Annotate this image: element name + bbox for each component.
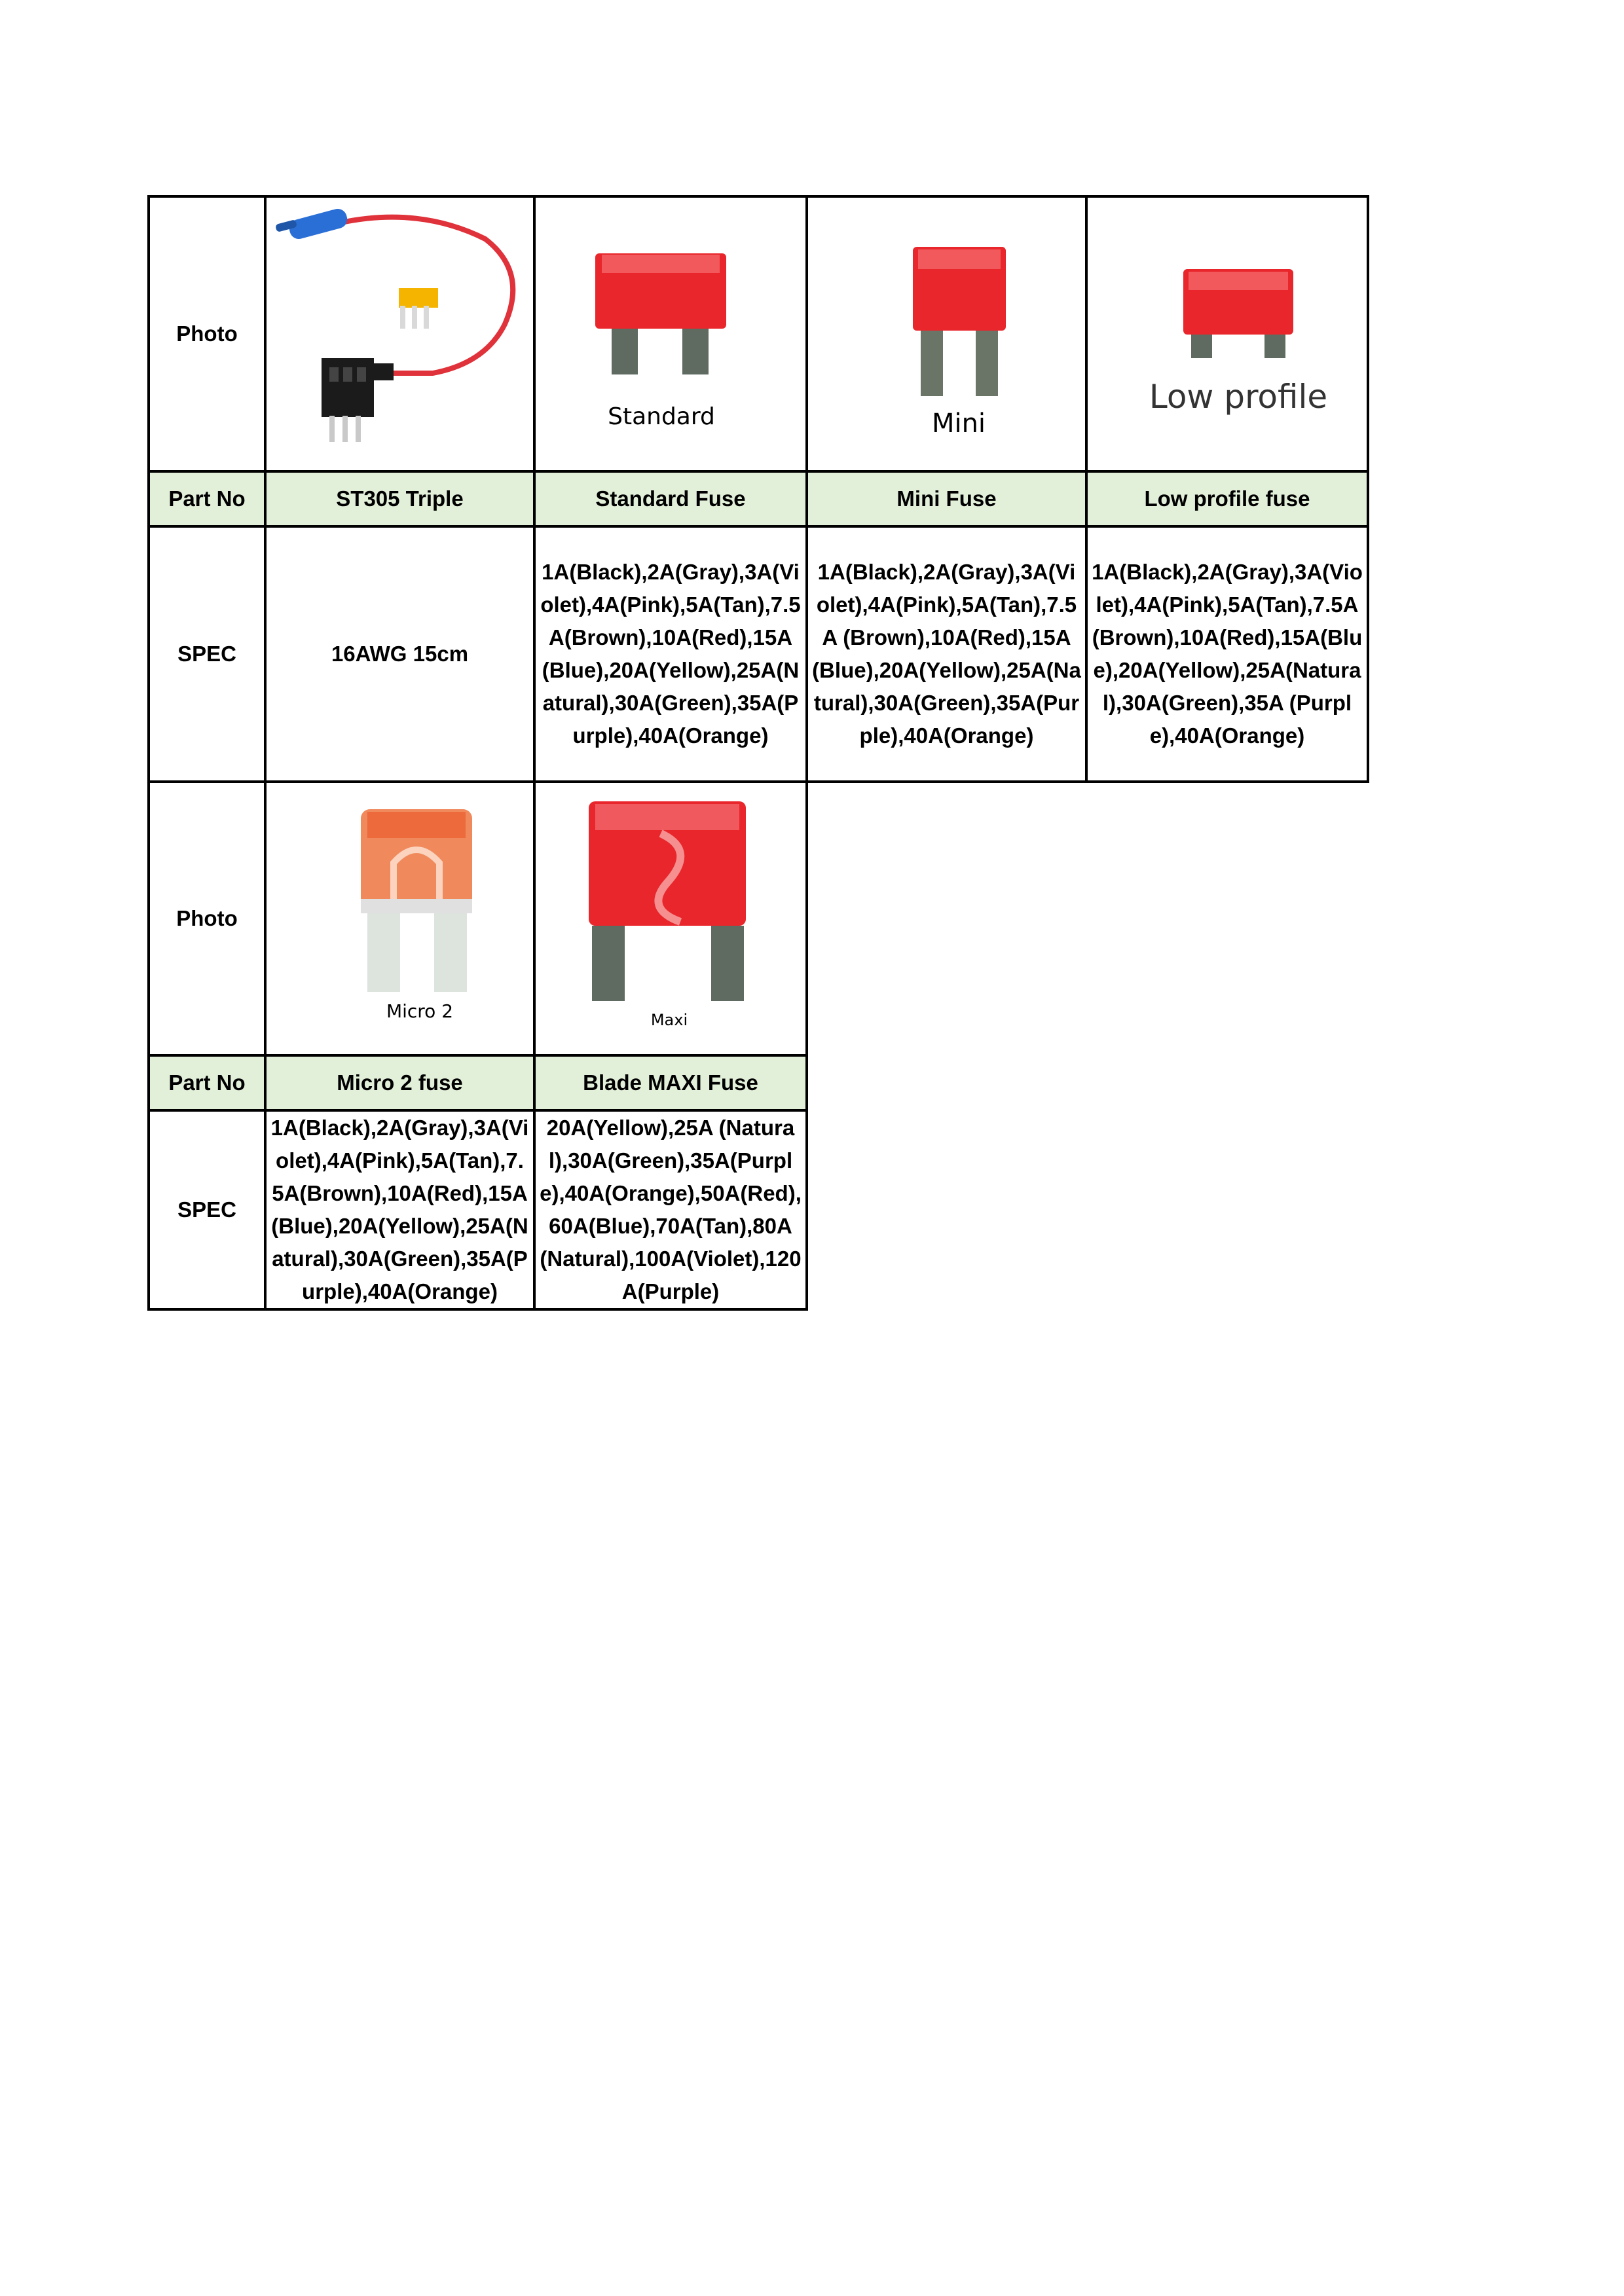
spec-mini: 1A(Black),2A(Gray),3A(Violet),4A(Pink),5A(Tan),7.5A (Brown),10A(Red),15A(Blue),20A(Yellow),25A(Natural),30A(Green),35A(Purple),40A(Orange)	[807, 526, 1086, 782]
mini-fuse-image	[816, 200, 1078, 468]
row-label-part-no-2: Part No	[149, 1055, 265, 1110]
row-label-photo-2: Photo	[149, 782, 265, 1055]
row-label-spec-2: SPEC	[149, 1110, 265, 1309]
part-name-st305: ST305 Triple	[265, 471, 534, 526]
low-profile-caption: Low profile	[1149, 378, 1328, 416]
photo-mini-fuse	[807, 196, 1086, 471]
photo-standard-fuse	[534, 196, 807, 471]
photo-st305-triple	[265, 196, 534, 471]
spec-st305: 16AWG 15cm	[265, 526, 534, 782]
part-name-maxi: Blade MAXI Fuse	[534, 1055, 807, 1110]
part-name-standard: Standard Fuse	[534, 471, 807, 526]
empty-area	[807, 782, 1368, 1309]
standard-caption: Standard	[608, 403, 715, 430]
mini-caption: Mini	[931, 409, 986, 439]
photo-maxi-fuse	[534, 782, 807, 1055]
row-label-photo: Photo	[149, 196, 265, 471]
part-name-mini: Mini Fuse	[807, 471, 1086, 526]
photo-low-profile-fuse	[1086, 196, 1368, 471]
low-profile-fuse-image	[1093, 200, 1361, 468]
maxi-caption: Maxi	[650, 1011, 688, 1029]
st305-triple-image	[269, 200, 531, 468]
part-name-micro2: Micro 2 fuse	[265, 1055, 534, 1110]
spec-micro2: 1A(Black),2A(Gray),3A(Violet),4A(Pink),5A(Tan),7.5A(Brown),10A(Red),15A(Blue),20A(Yellow),25A(Natural),30A(Green),35A(Purple),40A(Orange)	[265, 1110, 534, 1309]
spec-maxi: 20A(Yellow),25A (Natural),30A(Green),35A(Purple),40A(Orange),50A(Red),60A(Blue),70A(Tan),80A(Natural),100A(Violet),120A(Purple)	[534, 1110, 807, 1309]
fuse-spec-table	[147, 195, 1369, 1311]
spec-low-profile: 1A(Black),2A(Gray),3A(Violet),4A(Pink),5A(Tan),7.5A (Brown),10A(Red),15A(Blue),20A(Yellow),25A(Natural),30A(Green),35A (Purple),40A(Orange)	[1086, 526, 1368, 782]
micro2-fuse-image	[269, 784, 531, 1053]
row-label-part-no: Part No	[149, 471, 265, 526]
photo-micro2-fuse	[265, 782, 534, 1055]
maxi-fuse-image	[540, 784, 802, 1053]
row-label-spec: SPEC	[149, 526, 265, 782]
micro2-caption: Micro 2	[386, 1000, 453, 1022]
standard-fuse-image	[540, 200, 802, 468]
spec-standard: 1A(Black),2A(Gray),3A(Violet),4A(Pink),5A(Tan),7.5A(Brown),10A(Red),15A(Blue),20A(Yellow),25A(Natural),30A(Green),35A(Purple),40A(Orange)	[534, 526, 807, 782]
part-name-low-profile: Low profile fuse	[1086, 471, 1368, 526]
